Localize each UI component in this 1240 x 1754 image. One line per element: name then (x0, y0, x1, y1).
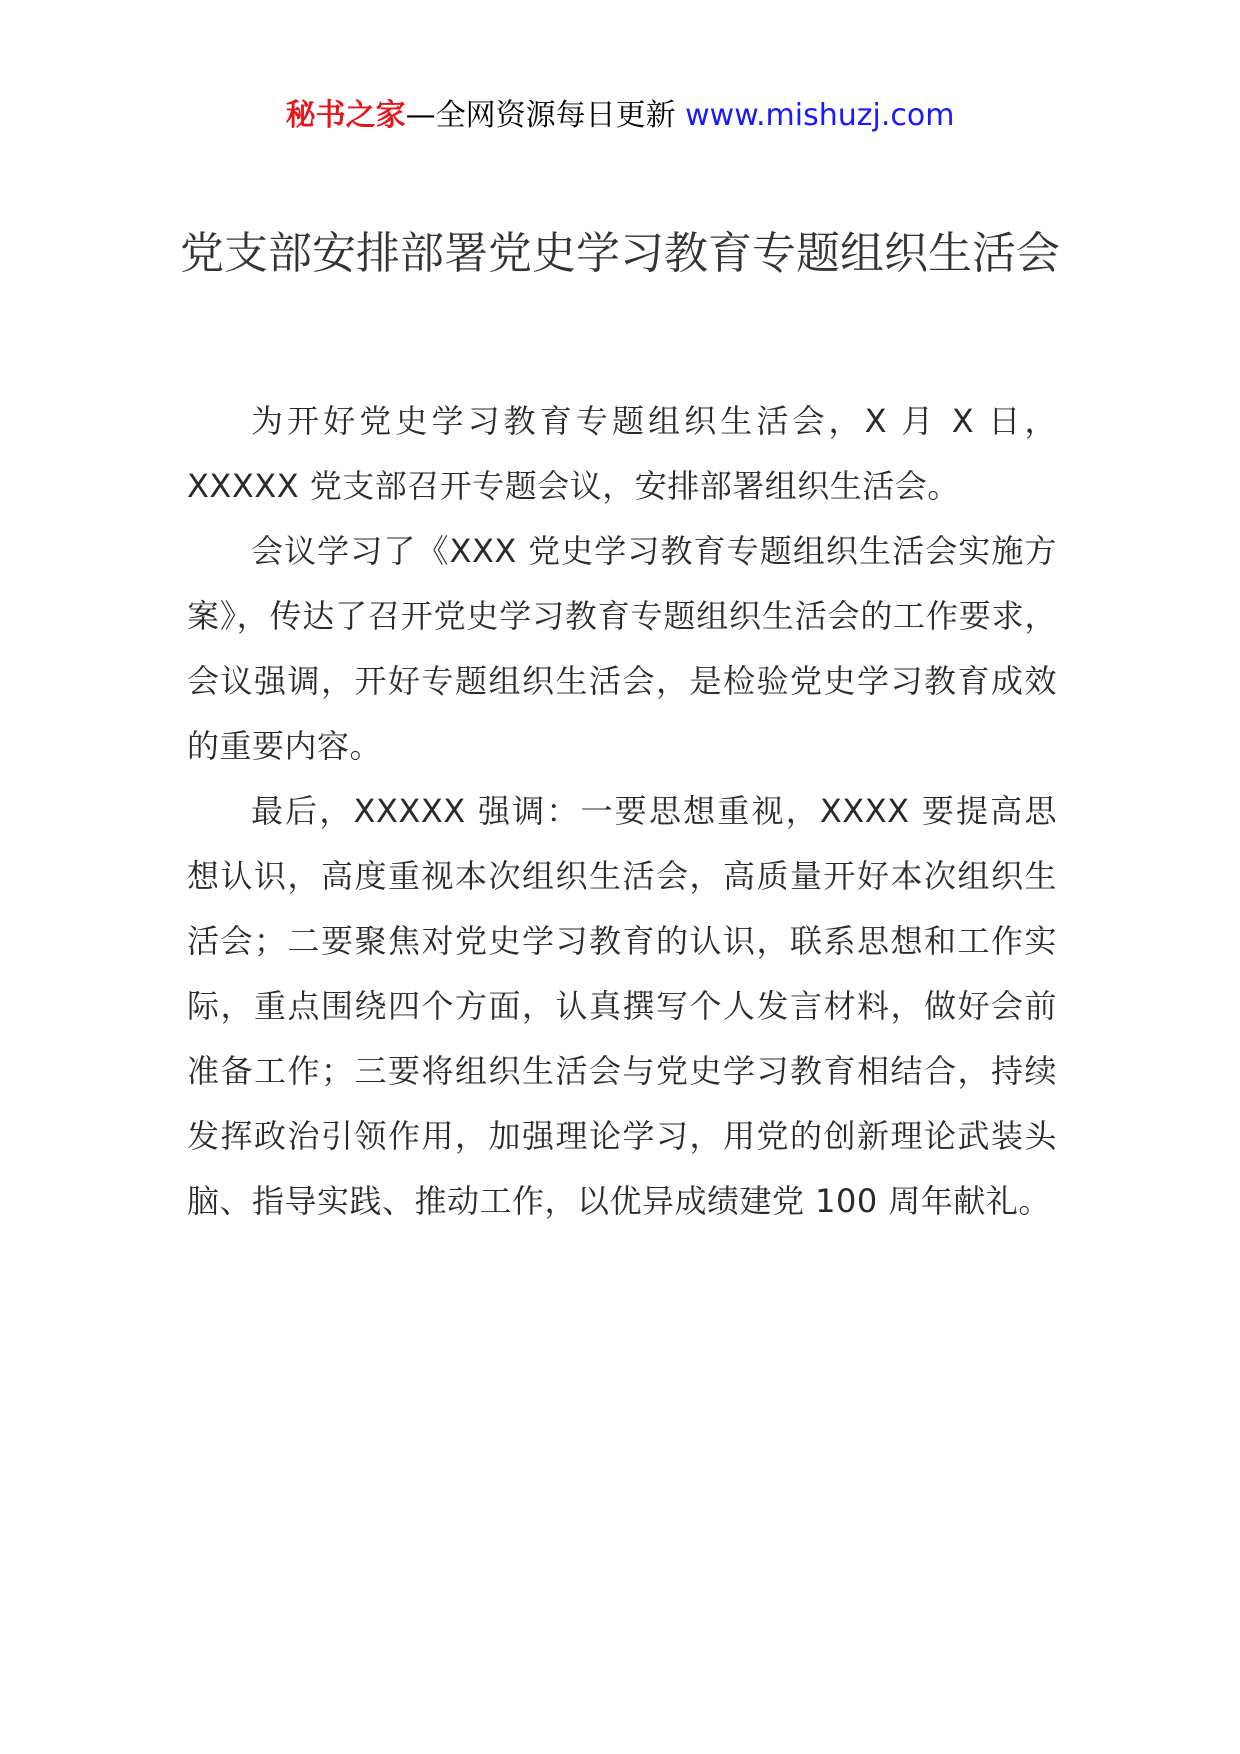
header-tagline: —全网资源每日更新 (405, 98, 676, 133)
paragraph-2: 会议学习了《XXX 党史学习教育专题组织生活会实施方案》，传达了召开党史学习教育专题组织生活会的工作要求，会议强调，开好专题组织生活会，是检验党史学习教育成效的重要内容。 (187, 532, 1057, 765)
document-body (187, 389, 1057, 1234)
site-header (0, 96, 1240, 136)
brand-name: 秘书之家 (285, 98, 406, 133)
site-url-link[interactable]: www.mishuzj.com (685, 98, 955, 133)
paragraph-3: 最后，XXXXX 强调：一要思想重视，XXXX 要提高思想认识，高度重视本次组织生活会，高质量开好本次组织生活会；二要聚焦对党史学习教育的认识，联系思想和工作实际，重点围绕四个方面，认真撰写个人发言材料，做好会前准备工作；三要将组织生活会与党史学习教育相结合，持续发挥政治引领作用，加强理论学习，用党的创新理论武装头脑、指导实践、推动工作，以优异成绩建党 100 周年献礼。 (187, 792, 1057, 1220)
paragraph-1: 为开好党史学习教育专题组织生活会，X 月 X 日，XXXXX 党支部召开专题会议，安排部署组织生活会。 (187, 402, 1057, 505)
document-title: 党支部安排部署党史学习教育专题组织生活会 (180, 228, 1060, 279)
